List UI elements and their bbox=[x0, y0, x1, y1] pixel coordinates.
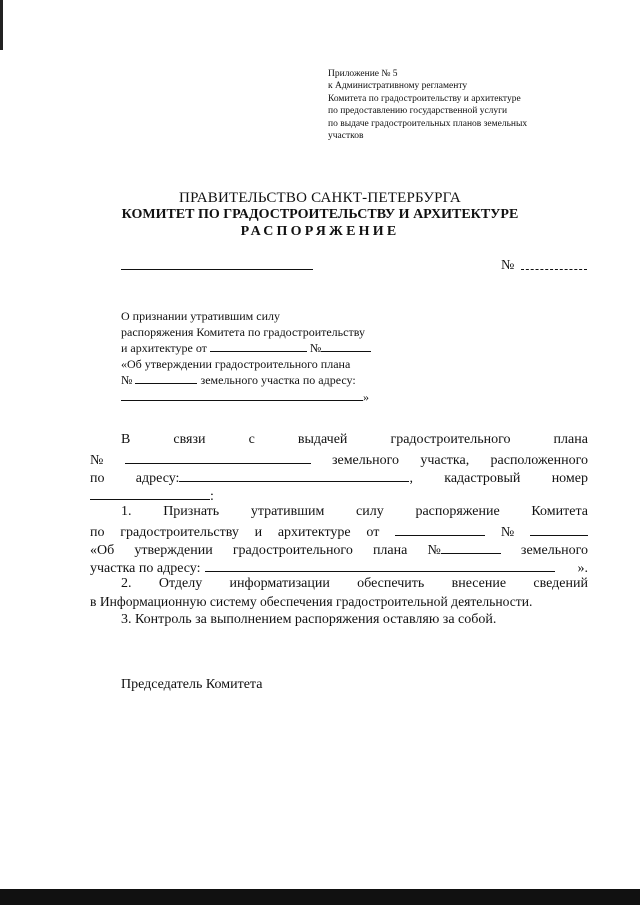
word: 1. bbox=[121, 504, 132, 519]
word: утверждении bbox=[134, 543, 213, 558]
subject-line: О признании утратившим силу bbox=[121, 309, 280, 323]
address-field[interactable] bbox=[205, 557, 555, 572]
appendix-line: по предоставлению государственной услуги bbox=[328, 106, 508, 117]
word: 2. bbox=[121, 576, 132, 591]
subject-line bbox=[121, 340, 371, 357]
word: плана bbox=[372, 543, 408, 558]
subject-text: и архитектуре от bbox=[121, 341, 207, 355]
signature-title: Председатель Комитета bbox=[121, 677, 263, 692]
word: внесение bbox=[451, 576, 507, 591]
subject-line: распоряжения Комитета по градостроительству bbox=[121, 324, 365, 339]
word: кадастровый bbox=[444, 471, 521, 486]
plan-number-field[interactable] bbox=[441, 539, 501, 554]
word: градостроительству bbox=[120, 525, 239, 540]
word: и bbox=[254, 525, 263, 540]
decree-number-field[interactable] bbox=[530, 521, 588, 536]
appendix-line: к Административному регламенту bbox=[328, 81, 468, 92]
item-3-line: 3. Контроль за выполнением распоряжения оставляю за собой. bbox=[121, 612, 497, 627]
subject-number-field[interactable] bbox=[321, 340, 371, 352]
subject-line bbox=[121, 372, 371, 389]
number-sign: № bbox=[500, 525, 515, 540]
address-field[interactable] bbox=[179, 467, 409, 482]
date-field[interactable] bbox=[121, 269, 313, 270]
appendix-line: Приложение № 5 bbox=[328, 69, 398, 79]
scan-edge-mark bbox=[0, 0, 3, 50]
appendix-line: Комитета по градостроительству и архитектуре bbox=[328, 93, 521, 104]
subject-block bbox=[121, 309, 371, 405]
number-field[interactable] bbox=[521, 269, 587, 270]
word: «Об bbox=[90, 543, 115, 558]
word: градостроительного bbox=[232, 543, 353, 558]
word: В bbox=[121, 432, 131, 447]
comma: , bbox=[409, 471, 413, 486]
word: по bbox=[90, 471, 105, 486]
subject-line: «Об утверждении градостроительного плана bbox=[121, 356, 351, 371]
word: плана bbox=[553, 432, 588, 447]
word: силу bbox=[356, 504, 384, 519]
word: земельного bbox=[520, 543, 588, 558]
text: участка по адресу: bbox=[90, 561, 201, 576]
word: архитектуре bbox=[277, 525, 351, 540]
item-2-line bbox=[121, 575, 588, 593]
word: расположенного bbox=[490, 453, 588, 468]
close-quote: ». bbox=[577, 561, 588, 576]
word: Комитета bbox=[531, 504, 588, 519]
word: распоряжение bbox=[415, 504, 500, 519]
plan-number-field[interactable] bbox=[125, 449, 311, 464]
item-2-line: в Информационную систему обеспечения градостроительной деятельности. bbox=[90, 594, 533, 609]
word: участка, bbox=[420, 453, 470, 468]
word: информатизации bbox=[229, 576, 330, 591]
word: земельного bbox=[331, 453, 400, 468]
number-sign: № bbox=[427, 543, 441, 558]
subject-line bbox=[121, 389, 371, 406]
document-type-title: РАСПОРЯЖЕНИЕ bbox=[240, 224, 400, 239]
word: адресу: bbox=[135, 471, 180, 486]
word: с bbox=[248, 432, 255, 447]
committee-title: КОМИТЕТ ПО ГРАДОСТРОИТЕЛЬСТВУ И АРХИТЕКТУРЕ bbox=[121, 207, 519, 222]
word: от bbox=[366, 525, 380, 540]
number-sign: № bbox=[501, 258, 515, 273]
subject-number-sign: № bbox=[309, 341, 322, 355]
word: Отделу bbox=[158, 576, 203, 591]
plan-number-field[interactable] bbox=[135, 372, 197, 384]
subject-close-quote: » bbox=[363, 389, 369, 404]
appendix-note bbox=[328, 68, 527, 142]
cadastral-number-field[interactable] bbox=[90, 485, 210, 500]
number-sign: № bbox=[90, 453, 104, 468]
subject-date-field[interactable] bbox=[210, 340, 307, 352]
decree-date-field[interactable] bbox=[395, 521, 485, 536]
paragraph-line bbox=[121, 431, 588, 449]
word: сведений bbox=[533, 576, 588, 591]
address-field[interactable] bbox=[121, 389, 363, 401]
word: градостроительного bbox=[390, 432, 511, 447]
word: Признать bbox=[163, 504, 220, 519]
word: связи bbox=[173, 432, 206, 447]
appendix-line: по выдаче градостроительных планов земельных bbox=[328, 118, 528, 129]
subject-number-sign: № bbox=[121, 373, 133, 387]
word: номер bbox=[551, 471, 588, 486]
word: утратившим bbox=[250, 504, 325, 519]
colon: : bbox=[210, 489, 214, 504]
government-title: ПРАВИТЕЛЬСТВО САНКТ-ПЕТЕРБУРГА bbox=[179, 190, 461, 206]
word: по bbox=[90, 525, 105, 540]
appendix-line: участков bbox=[328, 131, 364, 142]
subject-text: земельного участка по адресу: bbox=[200, 373, 356, 387]
scan-bottom-edge bbox=[0, 889, 640, 905]
word: выдачей bbox=[297, 432, 348, 447]
item-1-line bbox=[121, 503, 588, 521]
word: обеспечить bbox=[357, 576, 425, 591]
